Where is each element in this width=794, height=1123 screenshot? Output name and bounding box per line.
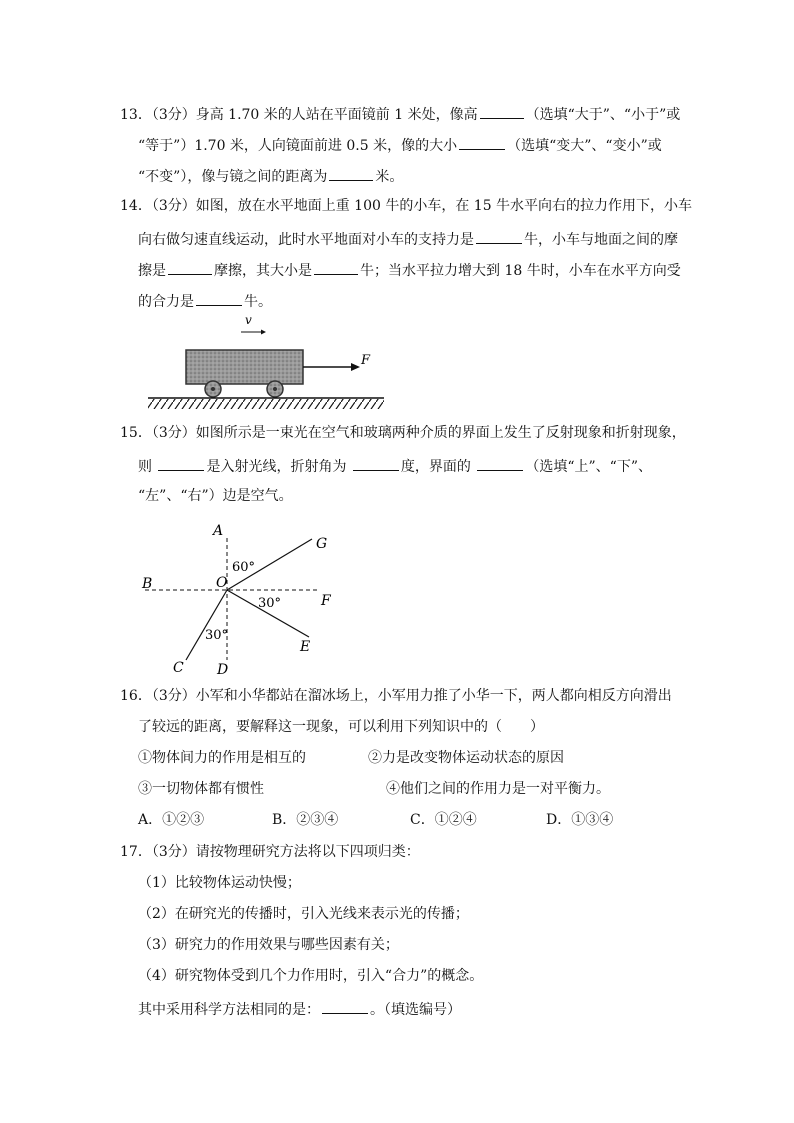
q14-text: 牛。 xyxy=(244,294,272,310)
q13-line3 xyxy=(138,165,403,187)
q13-blank-2[interactable] xyxy=(459,134,505,150)
q13-text: （选填“大于”、“小于”或 xyxy=(525,107,681,123)
q15-text: 则 xyxy=(138,459,152,475)
q14-blank-1[interactable] xyxy=(476,228,522,244)
label-C: C xyxy=(173,660,184,676)
q14-line4 xyxy=(138,290,272,312)
label-G: G xyxy=(316,536,328,552)
q14-line2 xyxy=(138,228,678,250)
q17-item-4: （4）研究物体受到几个力作用时，引入“合力”的概念。 xyxy=(138,968,484,984)
q16-text: 16．（3分）小军和小华都站在溜冰场上，小军用力推了小华一下，两人都向相反方向滑出 xyxy=(120,688,672,704)
angle-30-right-label: 30° xyxy=(258,596,282,611)
q14-blank-2[interactable] xyxy=(168,259,212,275)
q16-statement-3: ③一切物体都有惯性 xyxy=(138,781,264,797)
q13-text: （选填“变大”、“变小”或 xyxy=(507,138,662,154)
q17-text: 。（填选编号） xyxy=(370,1002,461,1018)
label-D: D xyxy=(217,662,229,678)
velocity-label: v xyxy=(245,313,252,327)
q15-blank-2[interactable] xyxy=(353,455,399,471)
q15-line3 xyxy=(138,486,293,506)
q15-blank-3[interactable] xyxy=(477,455,523,471)
q17-blank[interactable] xyxy=(322,998,368,1014)
q16-statement-4: ④他们之间的作用力是一对平衡力。 xyxy=(386,781,610,797)
q16-line2 xyxy=(138,717,544,737)
label-F: F xyxy=(321,593,331,609)
ground-hatch xyxy=(148,399,384,409)
q17-last-line xyxy=(138,998,461,1020)
q16-statement-1: ①物体间力的作用是相互的 xyxy=(138,750,306,766)
optics-figure xyxy=(135,518,345,678)
q15-text: “左”、“右”）边是空气。 xyxy=(138,488,293,504)
q14-text: 向右做匀速直线运动，此时水平地面对小车的支持力是 xyxy=(138,232,474,248)
q14-line1 xyxy=(120,196,692,216)
q13-line1 xyxy=(120,103,680,125)
label-O: O xyxy=(216,575,228,591)
angle-30-bottom-label: 30° xyxy=(205,628,229,643)
q13-text: 米。 xyxy=(375,169,404,185)
q14-text: 牛，小车与地面之间的摩 xyxy=(524,232,678,248)
q15-text: 15．（3分）如图所示是一束光在空气和玻璃两种介质的界面上发生了反射现象和折射现象， xyxy=(120,425,686,441)
q15-text: 是入射光线，折射角为 xyxy=(206,459,347,475)
wheel-right xyxy=(267,381,283,397)
q14-blank-4[interactable] xyxy=(196,290,242,306)
force-label: F xyxy=(361,353,371,368)
label-A: A xyxy=(213,523,224,539)
q16-option-a[interactable]: A．①②③ xyxy=(138,812,205,828)
q13-text: “不变”），像与镜之间的距离为 xyxy=(138,169,328,185)
q17-item-2: （2）在研究光的传播时，引入光线来表示光的传播； xyxy=(138,906,469,922)
q16-text: 了较远的距离，要解释这一现象，可以利用下列知识中的（ ） xyxy=(138,719,544,735)
angle-60-label: 60° xyxy=(232,560,256,575)
q17-line1: 17．（3分）请按物理研究方法将以下四项归类： xyxy=(120,844,420,860)
label-B: B xyxy=(142,576,153,592)
q17-item-1: （1）比较物体运动快慢； xyxy=(138,875,301,891)
q15-text: 度，界面的 xyxy=(400,459,471,475)
cart-body xyxy=(186,350,303,384)
q17-text: 其中采用科学方法相同的是： xyxy=(138,1002,320,1018)
q13-blank-1[interactable] xyxy=(480,103,524,119)
velocity-arrow xyxy=(241,330,266,335)
q15-text: （选填“上”、“下”、 xyxy=(525,459,652,475)
q14-blank-3[interactable] xyxy=(314,259,358,275)
q13-text: 13．（3分）身高 1.70 米的人站在平面镜前 1 米处，像高 xyxy=(120,107,478,123)
q16-statement-2: ②力是改变物体运动状态的原因 xyxy=(368,750,564,766)
q16-option-d[interactable]: D．①③④ xyxy=(546,812,614,828)
q14-line3 xyxy=(138,259,681,281)
q14-text: 的合力是 xyxy=(138,294,194,310)
ray-OC xyxy=(186,590,227,660)
q15-line2 xyxy=(138,455,652,477)
q13-blank-3[interactable] xyxy=(329,165,373,181)
pull-force-arrow xyxy=(303,363,360,371)
q16-line1 xyxy=(120,686,672,706)
q17-item-3: （3）研究力的作用效果与哪些因素有关； xyxy=(138,937,399,953)
q15-line1 xyxy=(120,423,686,443)
q13-text: “等于”）1.70 米，人向镜面前进 0.5 米，像的大小 xyxy=(138,138,458,154)
cart-figure xyxy=(138,312,388,417)
label-E: E xyxy=(300,639,311,655)
q14-text: 摩擦，其大小是 xyxy=(214,263,312,279)
q14-text: 牛；当水平拉力增大到 18 牛时，小车在水平方向受 xyxy=(360,263,681,279)
q13-line2 xyxy=(138,134,662,156)
q15-blank-1[interactable] xyxy=(158,455,204,471)
q16-option-c[interactable]: C．①②④ xyxy=(410,812,477,828)
q14-text: 擦是 xyxy=(138,263,166,279)
q16-option-b[interactable]: B．②③④ xyxy=(272,812,339,828)
wheel-left xyxy=(205,381,221,397)
q14-text: 14．（3分）如图，放在水平地面上重 100 牛的小车，在 15 牛水平向右的拉力作用下，小车 xyxy=(120,198,693,214)
